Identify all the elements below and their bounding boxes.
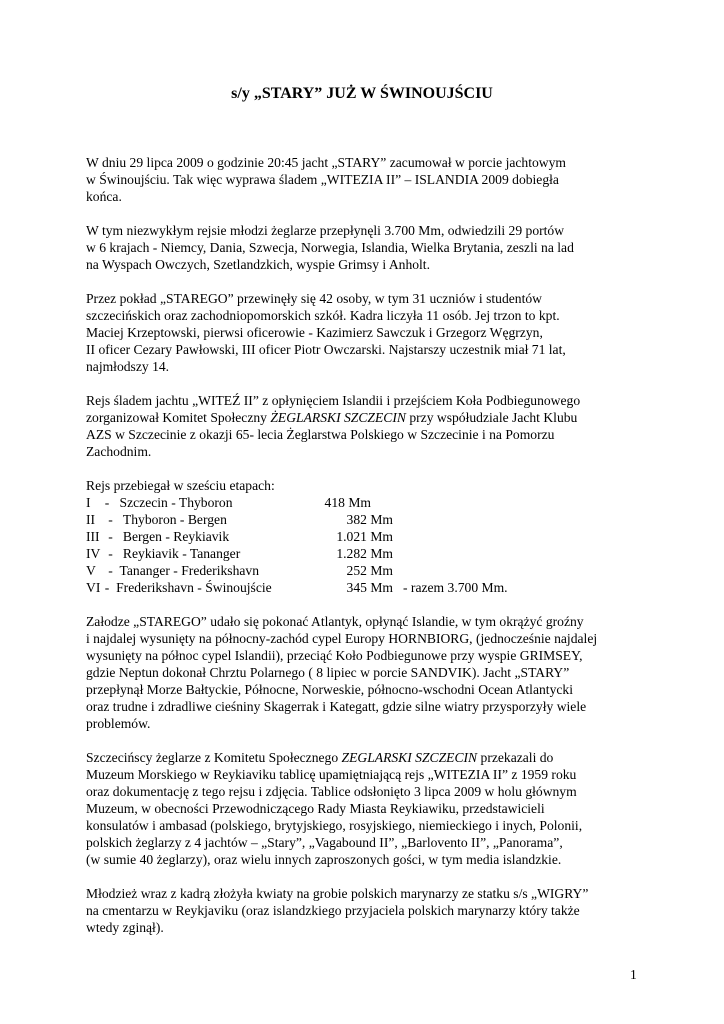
paragraph-6-line: (w sumie 40 żeglarzy), oraz wielu innych zaproszonych gości, w tym media islandzkie.	[86, 852, 562, 867]
paragraph-5-line: oraz trudne i zdradliwe cieśniny Skagerrak i Kategatt, gdzie silne wiatry przysporzyły wiele	[86, 699, 587, 714]
paragraph-5-line: gdzie Neptun dokonał Chrztu Polarnego ( 8 lipiec w porcie SANDVIK). Jacht „STARY”	[86, 665, 570, 680]
paragraph-3-line: Maciej Krzeptowski, pierwsi oficerowie - Kazimierz Sawczuk i Grzegorz Węgrzyn,	[86, 325, 543, 340]
stage-route: Reykiavik - Tananger	[122, 546, 241, 561]
stage-number: III	[86, 529, 100, 544]
stage-distance: 382 Mm	[346, 512, 393, 527]
paragraph-6-line	[86, 749, 553, 766]
stage-row: IV - Reykiavik - Tananger	[86, 546, 241, 561]
stage-route: Tananger - Frederikshavn	[119, 563, 259, 578]
stage-distance: 1.282 Mm	[336, 546, 393, 561]
paragraph-1-line: W dniu 29 lipca 2009 o godzinie 20:45 jacht „STARY” zacumował w porcie jachtowym	[86, 155, 566, 170]
organizer-name: ŻEGLARSKI SZCZECIN	[270, 410, 406, 425]
stage-distance: 418 Mm	[324, 495, 371, 510]
stage-row: V - Tananger - Frederikshavn	[86, 563, 259, 578]
committee-name: ZEGLARSKI SZCZECIN	[341, 750, 478, 765]
paragraph-4-line: Rejs śladem jachtu „WITEŹ II” z opłynięciem Islandii i przejściem Koła Podbiegunowego	[86, 393, 581, 408]
page-title: s/y „STARY” JUŻ W ŚWINOUJŚCIU	[231, 85, 493, 102]
paragraph-7-line: wtedy zginął).	[86, 920, 164, 935]
stage-distance: 252 Mm	[346, 563, 393, 578]
paragraph-4-line	[86, 409, 577, 426]
paragraph-3-line: II oficer Cezary Pawłowski, III oficer Piotr Owczarski. Najstarszy uczestnik miał 71 lat,	[86, 342, 566, 357]
paragraph-2-line: na Wyspach Owczych, Szetlandzkich, wyspie Grimsy i Anholt.	[86, 257, 430, 272]
stage-route: Bergen - Reykiavik	[122, 529, 230, 544]
stage-number: I	[86, 495, 91, 510]
stages-total: - razem 3.700 Mm.	[403, 580, 508, 595]
paragraph-6-line: polskich żeglarzy z 4 jachtów – „Stary”, „Vagabound II”, „Barlovento II”, „Panorama”,	[86, 835, 563, 850]
stage-distance: 345 Mm	[346, 580, 393, 595]
stage-row: III - Bergen - Reykiavik	[86, 529, 230, 544]
stage-number: V	[86, 563, 96, 578]
stage-route: Frederikshavn - Świnoujście	[116, 580, 272, 595]
stage-row: VI - Frederikshavn - Świnoujście	[86, 580, 272, 595]
paragraph-6-text: Szczecińscy żeglarze z Komitetu Społecznego	[86, 750, 342, 765]
paragraph-6-line: konsulatów i ambasad (polskiego, brytyjskiego, rosyjskiego, niemieckiego i inych, Polonii,	[86, 818, 583, 833]
paragraph-6-text: przekazali do	[477, 750, 554, 765]
page-number: 1	[630, 967, 637, 982]
paragraph-1-line: w Świnoujściu. Tak więc wyprawa śladem „WITEZIA II” – ISLANDIA 2009 dobiegła	[86, 172, 559, 187]
paragraph-5-line: wysunięty na północ cypel Islandii), przeciąć Koło Podbiegunowe przy wyspie GRIMSEY,	[86, 648, 583, 663]
stage-number: IV	[86, 546, 101, 561]
paragraph-5-line: Załodze „STAREGO” udało się pokonać Atlantyk, opłynąć Islandie, w tym okrążyć groźny	[86, 614, 584, 629]
stage-row: II - Thyboron - Bergen	[86, 512, 227, 527]
stage-distance: 1.021 Mm	[336, 529, 393, 544]
stage-row: I - Szczecin - Thyboron	[86, 495, 233, 510]
paragraph-6-line: Muzeum, w obecności Przewodniczącego Rady Miasta Reykiawiku, przedstawicieli	[86, 801, 545, 816]
paragraph-4-text: przy współudziale Jacht Klubu	[405, 410, 578, 425]
paragraph-5-line: problemów.	[86, 716, 151, 731]
paragraph-7-line: Młodzież wraz z kadrą złożyła kwiaty na grobie polskich marynarzy ze statku s/s „WIGRY”	[86, 886, 589, 901]
paragraph-4-text: zorganizował Komitet Społeczny	[86, 410, 271, 425]
paragraph-6-line: Muzeum Morskiego w Reykiaviku tablicę upamiętniającą rejs „WITEZIA II” z 1959 roku	[86, 767, 577, 782]
stage-number: VI	[86, 580, 101, 595]
paragraph-3-line: szczecińskich oraz zachodniopomorskich szkół. Kadra liczyła 11 osób. Jej trzon to kpt.	[86, 308, 560, 323]
stage-number: II	[86, 512, 96, 527]
stage-route: Thyboron - Bergen	[122, 512, 227, 527]
paragraph-2-line: W tym niezwykłym rejsie młodzi żeglarze przepłynęli 3.700 Mm, odwiedzili 29 portów	[86, 223, 565, 238]
paragraph-5-line: przepłynął Morze Bałtyckie, Północne, Norweskie, północno-wschodni Ocean Atlantycki	[86, 682, 573, 697]
paragraph-1-line: końca.	[86, 189, 122, 204]
paragraph-3-line: Przez pokład „STAREGO” przewinęły się 42 osoby, w tym 31 uczniów i studentów	[86, 291, 542, 306]
stages-intro: Rejs przebiegał w sześciu etapach:	[86, 478, 275, 493]
paragraph-4-line: Zachodnim.	[86, 444, 152, 459]
paragraph-5-line: i najdalej wysunięty na północny-zachód cypel Europy HORNBIORG, (jednocześnie najdalej	[86, 631, 598, 646]
stage-route: Szczecin - Thyboron	[119, 495, 233, 510]
paragraph-3-line: najmłodszy 14.	[86, 359, 170, 374]
paragraph-7-line: na cmentarzu w Reykjaviku (oraz islandzkiego przyjaciela polskich marynarzy który także	[86, 903, 580, 918]
paragraph-4-line: AZS w Szczecinie z okazji 65- lecia Żeglarstwa Polskiego w Szczecinie i na Pomorzu	[86, 427, 555, 442]
paragraph-2-line: w 6 krajach - Niemcy, Dania, Szwecja, Norwegia, Islandia, Wielka Brytania, zeszli na lad	[86, 240, 574, 255]
paragraph-6-line: oraz dokumentację z tego rejsu i zdjęcia. Tablice odsłonięto 3 lipca 2009 w holu głównym	[86, 784, 577, 799]
